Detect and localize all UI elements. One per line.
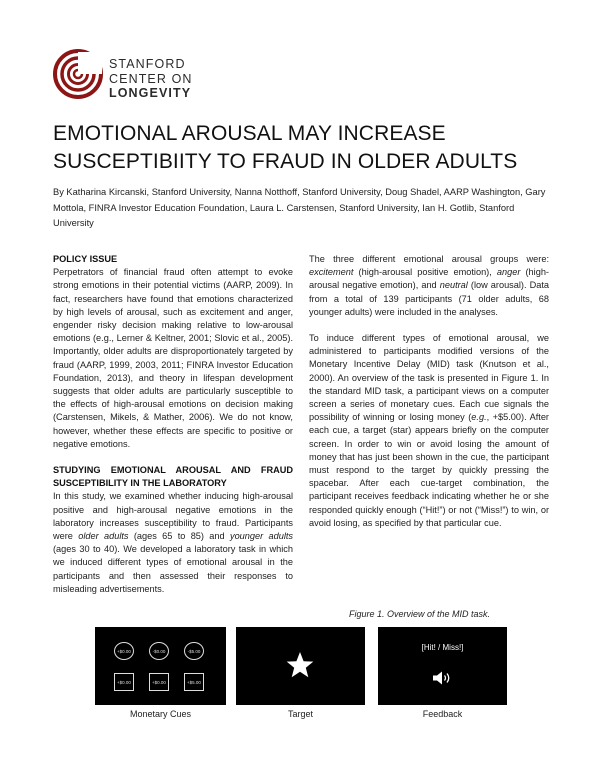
star-icon xyxy=(286,651,314,679)
target-label: Target xyxy=(287,709,313,719)
cue-square-2: +$0.00 xyxy=(149,673,169,691)
cue-circle-3: -$5.00 xyxy=(184,642,204,660)
feedback-panel xyxy=(378,627,507,705)
target-panel xyxy=(236,627,365,705)
cue-square-3: +$5.00 xyxy=(184,673,204,691)
feedback-text: [Hit! / Miss!] xyxy=(421,643,464,652)
arousal-groups-paragraph: The three different emotional arousal groups were: excitement (high-arousal positive emotion), anger (high-arousal negative emotion), and neutral (low arousal). Data from a total of 139 participants (71 older adults, 68 younger adults) were included in the analyses. xyxy=(309,254,549,317)
feedback-label: Feedback xyxy=(422,709,463,719)
logo-line-3: LONGEVITY xyxy=(109,86,192,100)
author-list: By Katharina Kircanski, Stanford University, Nanna Notthoff, Stanford University, Doug Shadel, AARP Washington, Gary Mottola, FINRA Investor Education Foundation, Laura L. Carstensen, Stanford University, Ian H. Gotlib, Stanford University xyxy=(53,187,546,228)
cue-circle-1: +$0.00 xyxy=(114,642,134,660)
stanford-longevity-logo xyxy=(53,46,203,106)
policy-issue-heading: POLICY ISSUE xyxy=(53,254,118,264)
monetary-cues-panel xyxy=(95,627,226,705)
title-line-2: SUSCEPTIBIITY TO FRAUD IN OLDER ADULTS xyxy=(53,150,518,173)
logo-line-2: CENTER ON xyxy=(109,71,193,86)
monetary-cues-label: Monetary Cues xyxy=(129,709,192,719)
studying-paragraph: In this study, we examined whether inducing high-arousal positive and high-arousal negative emotions in the laboratory increases susceptibility to fraud. Participants were older adults (ages 65 to 85) and younger adults (ages 30 to 40). We developed a laboratory task in which we induced different types of emotional arousal in the participants and then assessed their responses to misleading advertisements. xyxy=(53,491,294,594)
policy-issue-paragraph: Perpetrators of financial fraud often attempt to evoke strong emotions in their potential victims (AARP, 2009). In fact, researchers have found that emotions characterized by high levels of arousal, such as excitement and anger, engender risky decision making relative to low-arousal emotions (e.g., Lerner & Keltner, 2001; Slovic et al., 2005). Importantly, older adults are disproportionately targeted by fraud (AARP, 1999, 2003, 2011; FINRA Investor Education Foundation, 2013), and theory in lifespan development suggests that older adults are particularly susceptible to the effects of high-arousal emotions on decision making (Carstensen, Mikels, & Mather, 2006). We do not know, however, whether these effects are specific to positive or negative emotions. xyxy=(53,267,293,449)
right-column xyxy=(309,253,549,530)
logo-mark-icon xyxy=(53,46,103,102)
page-title xyxy=(53,120,553,176)
title-line-1: EMOTIONAL AROUSAL MAY INCREASE xyxy=(53,122,446,145)
mid-task-paragraph: To induce different types of emotional arousal, we administered to participants modified versions of the Monetary Incentive Delay (MID) task (Knutson et al., 2000). An overview of the task is presented in Figure 1. In the standard MID task, a participant views on a computer screen a series of monetary cues. Each cue signals the possibility of winning or losing money (e.g., +$5.00). After each cue, a target (star) appears briefly on the computer screen. In order to win or avoid losing the amount of money that has just been shown in the cue, the participant must respond to the target by quickly pressing the spacebar. After each cue-target combination, the participant receives feedback indicating whether he or she responded quickly enough (“Hit!”) or not (“Miss!”) to win, or avoid losing, as specified by that particular cue. xyxy=(309,333,549,528)
studying-heading: STUDYING EMOTIONAL AROUSAL AND FRAUD SUSCEPTIBILITY IN THE LABORATORY xyxy=(53,465,293,489)
left-column xyxy=(53,253,293,596)
cue-square-1: +$0.00 xyxy=(114,673,134,691)
figure-caption: Figure 1. Overview of the MID task. xyxy=(348,609,490,619)
logo-line-1: STANFORD xyxy=(109,57,186,71)
cue-circle-2: -$0.00 xyxy=(149,642,169,660)
speaker-icon xyxy=(433,671,453,685)
